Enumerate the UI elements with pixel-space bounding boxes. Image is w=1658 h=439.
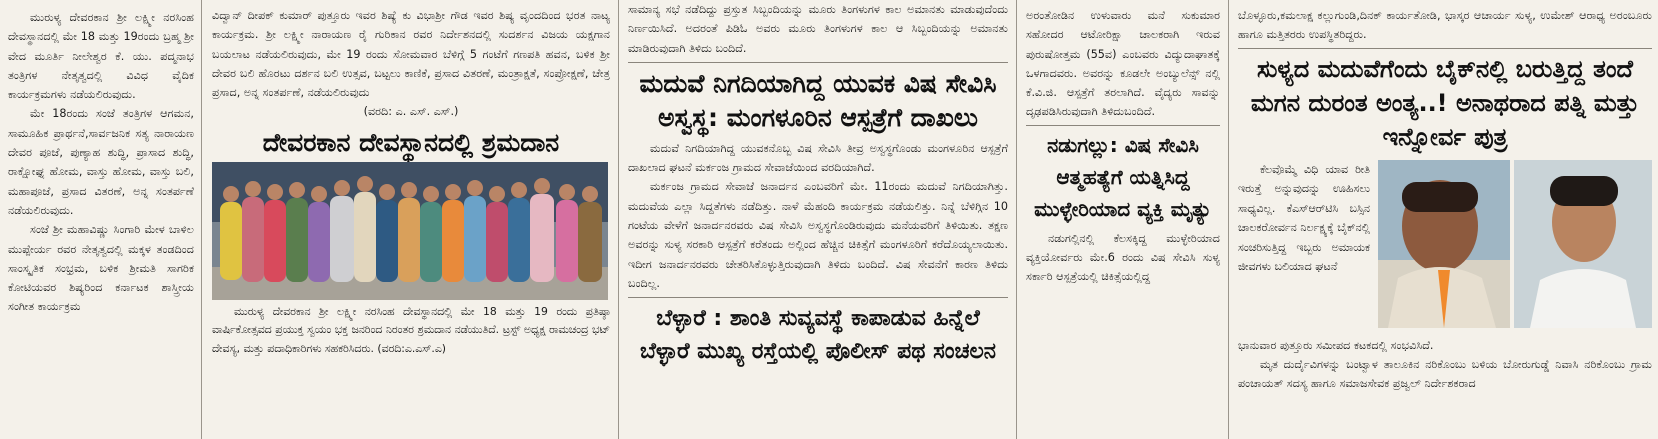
section-divider [1238, 48, 1652, 49]
article-paragraph: ನಡುಗಲ್ಲಿನಲ್ಲಿ ಕೆಲಸಕ್ಕಿದ್ದ ಮುಳ್ಳೇರಿಯಾದ ವ್ಯಕ್ತಿಯೋರ್ವರು ಮೇ.6 ರಂದು ವಿಷ ಸೇವಿಸಿ ಸುಳ್ಯ ಸರ್ಕಾರಿ ಆಸ್ಪತ್ರೆಯಲ್ಲಿ ಚಿಕಿತ್ಸೆಯಲ್ಲಿದ್ದ [1026, 231, 1220, 284]
article-paragraph: ಮರ್ಕಂಜ ಗ್ರಾಮದ ಸೇವಾಜೆ ಜನಾರ್ದನ ಎಂಬವರಿಗೆ ಮೇ. 11ರಂದು ಮದುವೆ ನಿಗದಿಯಾಗಿತ್ತು. ಮದುವೆಯ ಎಲ್ಲಾ ಸಿದ್ದತೆಗಳು ನಡೆದಿತ್ತು. ನಾಳೆ ಮೆಹಂದಿ ಕಾರ್ಯಕ್ರಮ ನಡೆಯಲಿತ್ತು. ನಿನ್ನೆ ಬೆಳಿಗ್ಗಿನ 10 ಗಂಟೆಯ ವೇಳೆಗೆ ಜನಾರ್ದನರವರು ವಿಷ ಸೇವಿಸಿ ಅಸ್ವಸ್ಥಗೊಂಡಿರುವುದು ಮನೆಯವರಿಗೆ ತಿಳಿಯಿತು. ತಕ್ಷಣ ಅವರನ್ನು ಸುಳ್ಯ ಸರಕಾರಿ ಆಸ್ಪತ್ರೆಗೆ ಕರೆತಂದು ಅಲ್ಲಿಂದ ಹೆಚ್ಚಿನ ಚಿಕಿತ್ಸೆಗೆ ಮಂಗಳೂರಿಗೆ ಕರೆದೊಯ್ಯಲಾಯಿತು. ಇದೀಗ ಜನಾರ್ದನರವರು ಚೇತರಿಸಿಕೊಳ್ಳುತ್ತಿರುವುದಾಗಿ ತಿಳಿದು ಬಂದಿದೆ. ವಿಷ ಸೇವನೆಗೆ ಕಾರಣ ತಿಳಿದು ಬಂದಿಲ್ಲ. [628, 180, 1008, 290]
article-paragraph: ವಿದ್ವಾನ್ ದೀಪಕ್ ಕುಮಾರ್ ಪುತ್ತೂರು ಇವರ ಶಿಷ್ಯೆ ಕು ವಿಭಾಶ್ರೀ ಗೌಡ ಇವರ ಶಿಷ್ಯ ವೃಂದದಿಂದ ಭರತ ನಾಟ್ಯ ಕಾರ್ಯಕ್ರಮ. ಶ್ರೀ ಲಕ್ಷ್ಮೀ ನಾರಾಯಣ ರೈ ಗುರಿಕಾನ ರವರ ನಿರ್ದೇಶನದಲ್ಲಿ ಸುದರ್ಶನ ವಿಜಯ ಯಕ್ಷಗಾನ ಬಯಲಾಟ ನಡೆಯಲಿರುವುದು, ಮೇ 19 ರಂದು ಸೋಮವಾರ ಬೆಳಿಗ್ಗೆ 5 ಗಂಟೆಗೆ ಗಣಪತಿ ಹವನ, ಬಳಿಕ ಶ್ರೀ ದೇವರ ಬಲಿ ಹೊರಟು ದರ್ಶನ ಬಲಿ ಉತ್ಸವ, ಬಟ್ಟಲು ಕಾಣಿಕೆ, ಪ್ರಸಾದ ವಿತರಣೆ, ಮಂತ್ರಾಕ್ಷತೆ, ಸಂಪ್ರೋಕ್ಷಣೆ, ಚೇತ್ರ ಪ್ರಸಾದ, ಅನ್ನ ಸಂತರ್ಪಣೆ, ನಡೆಯಲಿರುವುದು [212, 9, 610, 100]
article-paragraph: ಸಾಮಾನ್ಯ ಸಭೆ ನಡೆದಿದ್ದು ಪ್ರಸ್ತುತ ಸಿಬ್ಬಂದಿಯನ್ನು ಮೂರು ತಿಂಗಳುಗಳ ಕಾಲ ಅಮಾನತು ಮಾಡುವುದೆಂದು ನಿರ್ಣಯಿಸಿದೆ. ಅದರಂತೆ ಪಿಡಿಓ ಅವರು ಮೂರು ತಿಂಗಳುಗಳ ಕಾಲ ಆ ಸಿಬ್ಬಂದಿಯನ್ನು ಅಮಾನತು ಮಾಡಿರುವುದಾಗಿ ತಿಳಿದು ಬಂದಿದೆ. [628, 3, 1008, 55]
headline: ದೇವರಕಾನ ದೇವಸ್ಥಾನದಲ್ಲಿ ಶ್ರಮದಾನ [262, 127, 560, 157]
column-divider [201, 0, 202, 439]
article-paragraph: ಬೊಳ್ಳೂರು,ಕಮಲಾಕ್ಷ ಕಲ್ಲುಗುಂಡಿ,ದಿನಕ್ ಕಾರ್ಯತೋಡಿ, ಭಾಸ್ಕರ ಆಚಾರ್ಯ ಸುಳ್ಯ, ಉಮೇಶ್ ಆರಾಧ್ಯ ಅರಂಬೂರು ಹಾಗೂ ಮತ್ತಿತರರು ಉಪಸ್ಥಿತರಿದ್ದರು. [1238, 9, 1652, 42]
article-paragraph: ಸಂಜೆ ಶ್ರೀ ಮಹಾವಿಷ್ಣು ಸಿಂಗಾರಿ ಮೇಳ ಬಾಳಿಲ ಮುಪ್ಪೇರ್ಯ ರವರ ನೇತೃತ್ವದಲ್ಲಿ ಮಕ್ಕಳ ತಂಡದಿಂದ ಸಾಂಸ್ಕೃತಿಕ ಸಂಭ್ರಮ, ಬಳಿಕ ಶ್ರೀಮತಿ ಸಾಗರಿಕ ಕೋಟಿಯವರ ಶಿಷ್ಯರಿಂದ ಕರ್ನಾಟಕ ಶಾಸ್ತ್ರೀಯ ಸಂಗೀತ ಕಾರ್ಯಕ್ರಮ [8, 223, 194, 314]
portrait-photo-son [1514, 160, 1652, 328]
article-paragraph: ಅರಂತೋಡಿನ ಉಳುವಾರು ಮನೆ ಸುಕುಮಾರ ಸಹೋದರ ಆಟೋರಿಕ್ಷಾ ಚಾಲಕರಾಗಿ ಇರುವ ಪುರುಷೋತ್ತಮ (55ವ) ಎಂಬವರು ವಿದ್ಯುದಾಘಾತಕ್ಕೆ ಒಳಗಾದವರು. ಅವರನ್ನು ಕೂಡಲೇ ಅಂಬ್ಯುಲೆನ್ಸ್ ನಲ್ಲಿ ಕೆ.ವಿ.ಜಿ. ಆಸ್ಪತ್ರೆಗೆ ತರಲಾಗಿದೆ. ವೈದ್ಯರು ಸಾವನ್ನು ದೃಢಪಡಿಸಿರುವುದಾಗಿ ತಿಳಿದುಬಂದಿದೆ. [1026, 9, 1220, 119]
article-paragraph: ಮೇ 18ರಂದು ಸಂಜೆ ತಂತ್ರಿಗಳ ಆಗಮನ, ಸಾಮೂಹಿಕ ಪ್ರಾರ್ಥನೆ,ಸಾರ್ವಜನಿಕ ಸತ್ಯ ನಾರಾಯಣ ದೇವರ ಪೂಜೆ, ಪುಣ್ಯಾಹ ಶುದ್ಧಿ, ಪ್ರಾಸಾದ ಶುದ್ಧಿ, ರಾಕ್ಷೋಘ್ನ ಹೋಮ, ವಾಸ್ತು ಹೋಮ, ವಾಸ್ತು ಬಲಿ, ಮಹಾಪೂಜೆ, ಪ್ರಸಾದ ವಿತರಣೆ, ಅನ್ನ ಸಂತರ್ಪಣೆ ನಡೆಯಲಿರುವುದು. [8, 107, 194, 217]
article-paragraph: ಕೆಲವೊಮ್ಮೆ ವಿಧಿ ಯಾವ ರೀತಿ ಇರುತ್ತೆ ಅನ್ನುವುದನ್ನು ಊಹಿಸಲು ಸಾಧ್ಯವಿಲ್ಲ. ಕೆಎಸ್ಆರ್‌ಟಿಸಿ ಬಸ್ಸಿನ ಚಾಲಕರೋರ್ವನ ನಿರ್ಲಕ್ಷ್ಯಕ್ಕೆ ಬೈಕ್‌ನಲ್ಲಿ ಸಂಚರಿಸುತ್ತಿದ್ದ ಇಬ್ಬರು ಅಮಾಯಕ ಜೀವಗಳು ಬಲಿಯಾದ ಘಟನೆ [1238, 162, 1370, 274]
column-divider [1016, 0, 1017, 439]
article-paragraph: ಮೃತ ದುರ್ದೈವಿಗಳನ್ನು ಬಂಟ್ವಾಳ ತಾಲೂಕಿನ ನರಿಕೊಂಬು ಬಳಿಯ ಬೋರುಗುಡ್ಡೆ ನಿವಾಸಿ ನರಿಕೊಂಬು ಗ್ರಾಮ ಪಂಚಾಯತ್ ಸದಸ್ಯ ಹಾಗೂ ಸಮಾಜಸೇವಕ ಪ್ರಜ್ವಲ್ ನಿರ್ದೇಶಕರಾದ [1238, 357, 1652, 391]
photo-caption: ಮುರುಳ್ಯ ದೇವರಕಾನ ಶ್ರೀ ಲಕ್ಷ್ಮೀ ನರಸಿಂಹ ದೇವಸ್ಥಾನದಲ್ಲಿ ಮೇ 18 ಮತ್ತು 19 ರಂದು ಪ್ರತಿಷ್ಠಾ ವಾರ್ಷಿಕೋತ್ಸವದ ಪ್ರಯುಕ್ತ ಸ್ವಯಂ ಭಕ್ತ ಜನರಿಂದ ನಿರಂತರ ಶ್ರಮದಾನ ನಡೆಯುತಿದೆ. ಟ್ರಸ್ಟ್ ಅಧ್ಯಕ್ಷ ರಾಮಚಂದ್ರ ಭಟ್ ದೇವಸ್ಯ, ಮತ್ತು ಪದಾಧಿಕಾರಿಗಳು ಸಹಕರಿಸಿದರು. (ವರದಿ:ಎ.ಎಸ್.ಎ) [212, 304, 610, 355]
section-divider [1026, 125, 1220, 126]
column-2 [212, 0, 610, 439]
column-1 [8, 0, 194, 439]
portrait-photo-father [1378, 160, 1510, 328]
group-photo [212, 162, 608, 300]
headline: ಮದುವೆ ನಿಗದಿಯಾಗಿದ್ದ ಯುವಕ ವಿಷ ಸೇವಿಸಿ ಅಸ್ವಸ್ಥ: ಮಂಗಳೂರಿನ ಆಸ್ಪತ್ರೆಗೆ ದಾಖಲು [639, 68, 997, 132]
article-paragraph: ಮದುವೆ ನಿಗದಿಯಾಗಿದ್ದ ಯುವಕನೊಬ್ಬ ವಿಷ ಸೇವಿಸಿ ತೀವ್ರ ಅಸ್ವಸ್ಥಗೊಂಡು ಮಂಗಳೂರಿನ ಆಸ್ಪತ್ರೆಗೆ ದಾಖಲಾದ ಘಟನೆ ಮರ್ಕಂಜ ಗ್ರಾಮದ ಸೇವಾಜೆಯಿಂದ ವರದಿಯಾಗಿದೆ. [628, 141, 1008, 175]
section-divider [628, 297, 1008, 298]
headline: ಬೆಳ್ಳಾರೆ : ಶಾಂತಿ ಸುವ್ಯವಸ್ಥೆ ಕಾಪಾಡುವ ಹಿನ್ನೆಲೆ ಬೆಳ್ಳಾರೆ ಮುಖ್ಯ ರಸ್ತೆಯಲ್ಲಿ ಪೊಲೀಸ್ ಪಥ ಸಂಚಲನ [639, 306, 997, 365]
headline: ನಡುಗಲ್ಲು: ವಿಷ ಸೇವಿಸಿ ಆತ್ಮಹತ್ಯೆಗೆ ಯತ್ನಿಸಿದ್ದ ಮುಳ್ಳೇರಿಯಾದ ವ್ಯಕ್ತಿ ಮೃತ್ಯು [1034, 132, 1212, 221]
article-paragraph: ಮುರುಳ್ಯ ದೇವರಕಾನ ಶ್ರೀ ಲಕ್ಷ್ಮೀ ನರಸಿಂಹ ದೇವಸ್ಥಾನದಲ್ಲಿ ಮೇ 18 ಮತ್ತು 19ರಂದು ಬ್ರಹ್ಮ ಶ್ರೀ ವೇದ ಮೂರ್ತಿ ನೀಲೇಶ್ವರ ಕೆ. ಯು. ಪದ್ಮನಾಭ ತಂತ್ರಿಗಳ ನೇತೃತ್ವದಲ್ಲಿ ವಿವಿಧ ವೈದಿಕ ಕಾರ್ಯಕ್ರಮಗಳು ನಡೆಯಲಿರುವುದು. [8, 11, 194, 102]
column-3 [628, 0, 1008, 439]
byline: (ವರದಿ: ಎ. ಎಸ್. ಎಸ್.) [363, 105, 459, 119]
article-paragraph: ಭಾನುವಾರ ಪುತ್ತೂರು ಸಮೀಪದ ಕಟಕದಲ್ಲಿ ಸಂಭವಿಸಿದೆ. [1238, 338, 1434, 352]
column-4 [1026, 0, 1220, 439]
column-divider [618, 0, 619, 439]
headline: ಸುಳ್ಯದ ಮದುವೆಗೆಂದು ಬೈಕ್‌ನಲ್ಲಿ ಬರುತ್ತಿದ್ದ ತಂದೆ ಮಗನ ದುರಂತ ಅಂತ್ಯ..! ಅನಾಥರಾದ ಪತ್ನಿ ಮತ್ತು ಇನ್ನೋರ್ವ ಪುತ್ರ [1250, 54, 1640, 151]
column-divider [1228, 0, 1229, 439]
column-5 [1238, 0, 1652, 439]
section-divider [628, 62, 1008, 63]
